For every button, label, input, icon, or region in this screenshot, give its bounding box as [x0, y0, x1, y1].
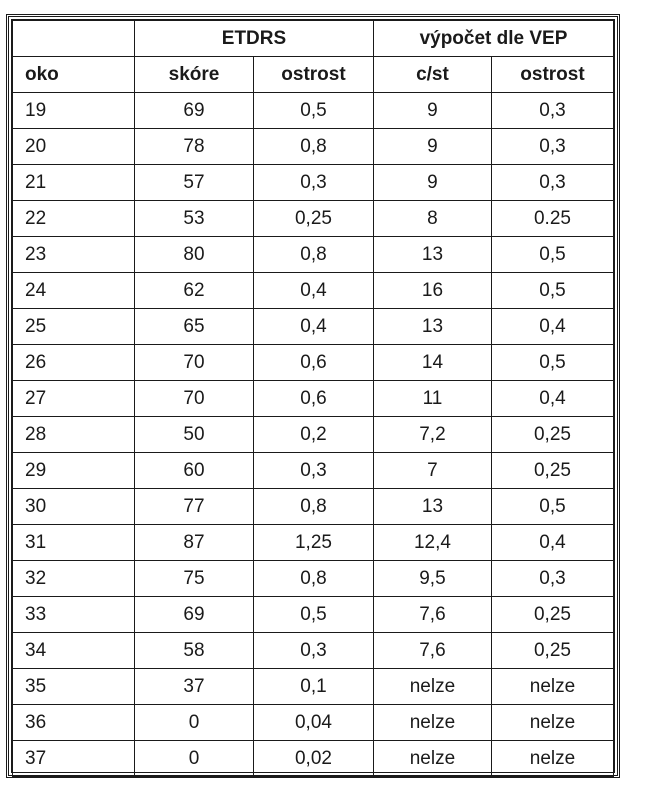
cell-eye: 25 — [13, 309, 135, 345]
cell-etdrs-acuity: 0,3 — [253, 453, 373, 489]
cell-etdrs-acuity: 0,6 — [253, 381, 373, 417]
cell-score: 77 — [135, 489, 254, 525]
table-row — [13, 417, 614, 453]
table-row — [13, 489, 614, 525]
cell-score: 80 — [135, 237, 254, 273]
column-header-row — [13, 57, 614, 93]
cell-vep-acuity: 0,4 — [491, 381, 613, 417]
cell-eye: 19 — [13, 93, 135, 129]
cell-cycles-per-degree: 14 — [373, 345, 491, 381]
cell-cycles-per-degree: 9,5 — [373, 561, 491, 597]
cell-etdrs-acuity: 0,3 — [253, 165, 373, 201]
cell-eye: 26 — [13, 345, 135, 381]
cell-score: 37 — [135, 669, 254, 705]
table-row — [13, 129, 614, 165]
cell-vep-acuity: 0,5 — [491, 345, 613, 381]
cell-cycles-per-degree: 13 — [373, 237, 491, 273]
cell-cycles-per-degree: 7,6 — [373, 633, 491, 669]
table-row — [13, 273, 614, 309]
table-row — [13, 93, 614, 129]
cell-cycles-per-degree: nelze — [373, 741, 491, 777]
cell-vep-acuity: nelze — [491, 669, 613, 705]
cell-etdrs-acuity: 0,4 — [253, 309, 373, 345]
column-header-score: skóre — [135, 57, 254, 93]
cell-score: 53 — [135, 201, 254, 237]
table-row — [13, 237, 614, 273]
cell-etdrs-acuity: 0,5 — [253, 93, 373, 129]
cell-score: 57 — [135, 165, 254, 201]
cell-cycles-per-degree: 12,4 — [373, 525, 491, 561]
cell-cycles-per-degree: 13 — [373, 309, 491, 345]
cell-vep-acuity: 0,25 — [491, 453, 613, 489]
cell-vep-acuity: 0,3 — [491, 165, 613, 201]
table-row — [13, 345, 614, 381]
table-frame-inner — [11, 19, 615, 773]
cell-eye: 20 — [13, 129, 135, 165]
cell-vep-acuity: 0,5 — [491, 489, 613, 525]
cell-score: 50 — [135, 417, 254, 453]
cell-vep-acuity: 0.25 — [491, 201, 613, 237]
cell-eye: 36 — [13, 705, 135, 741]
cell-score: 70 — [135, 381, 254, 417]
group-header-row — [13, 21, 614, 57]
table-row — [13, 561, 614, 597]
table-row — [13, 309, 614, 345]
cell-etdrs-acuity: 0,04 — [253, 705, 373, 741]
table-row — [13, 741, 614, 777]
table-row — [13, 165, 614, 201]
column-header-eye: oko — [13, 57, 135, 93]
cell-eye: 31 — [13, 525, 135, 561]
cell-score: 60 — [135, 453, 254, 489]
cell-eye: 33 — [13, 597, 135, 633]
cell-etdrs-acuity: 0,5 — [253, 597, 373, 633]
cell-etdrs-acuity: 0,6 — [253, 345, 373, 381]
cell-vep-acuity: 0,25 — [491, 633, 613, 669]
column-header-vep-acuity: ostrost — [491, 57, 613, 93]
cell-cycles-per-degree: 9 — [373, 129, 491, 165]
table-row — [13, 525, 614, 561]
cell-eye: 29 — [13, 453, 135, 489]
cell-eye: 32 — [13, 561, 135, 597]
cell-cycles-per-degree: nelze — [373, 705, 491, 741]
group-header-vep: výpočet dle VEP — [373, 21, 613, 57]
cell-eye: 34 — [13, 633, 135, 669]
cell-etdrs-acuity: 0,8 — [253, 237, 373, 273]
cell-score: 69 — [135, 93, 254, 129]
cell-eye: 24 — [13, 273, 135, 309]
cell-eye: 21 — [13, 165, 135, 201]
cell-eye: 22 — [13, 201, 135, 237]
column-header-cycles-per-degree: c/st — [373, 57, 491, 93]
cell-score: 69 — [135, 597, 254, 633]
cell-cycles-per-degree: 9 — [373, 165, 491, 201]
cell-score: 62 — [135, 273, 254, 309]
cell-etdrs-acuity: 1,25 — [253, 525, 373, 561]
cell-vep-acuity: 0,3 — [491, 561, 613, 597]
cell-vep-acuity: 0,4 — [491, 525, 613, 561]
group-header-blank — [13, 21, 135, 57]
table-row — [13, 201, 614, 237]
table-row — [13, 705, 614, 741]
cell-score: 58 — [135, 633, 254, 669]
cell-cycles-per-degree: 9 — [373, 93, 491, 129]
cell-score: 65 — [135, 309, 254, 345]
table-body — [13, 93, 614, 777]
cell-eye: 30 — [13, 489, 135, 525]
cell-vep-acuity: 0,3 — [491, 129, 613, 165]
cell-etdrs-acuity: 0,8 — [253, 561, 373, 597]
column-header-etdrs-acuity: ostrost — [253, 57, 373, 93]
cell-score: 0 — [135, 741, 254, 777]
cell-etdrs-acuity: 0,02 — [253, 741, 373, 777]
cell-score: 78 — [135, 129, 254, 165]
table-row — [13, 381, 614, 417]
cell-etdrs-acuity: 0,3 — [253, 633, 373, 669]
cell-vep-acuity: 0,5 — [491, 273, 613, 309]
cell-etdrs-acuity: 0,4 — [253, 273, 373, 309]
cell-cycles-per-degree: 11 — [373, 381, 491, 417]
table-frame — [6, 14, 620, 778]
table-row — [13, 633, 614, 669]
cell-cycles-per-degree: 16 — [373, 273, 491, 309]
cell-etdrs-acuity: 0,25 — [253, 201, 373, 237]
cell-cycles-per-degree: 13 — [373, 489, 491, 525]
table-row — [13, 453, 614, 489]
cell-score: 87 — [135, 525, 254, 561]
cell-cycles-per-degree: nelze — [373, 669, 491, 705]
cell-score: 0 — [135, 705, 254, 741]
cell-eye: 28 — [13, 417, 135, 453]
table-row — [13, 669, 614, 705]
cell-cycles-per-degree: 7,2 — [373, 417, 491, 453]
cell-score: 75 — [135, 561, 254, 597]
cell-eye: 27 — [13, 381, 135, 417]
group-header-etdrs: ETDRS — [135, 21, 374, 57]
table-header — [13, 21, 614, 93]
cell-cycles-per-degree: 7 — [373, 453, 491, 489]
cell-vep-acuity: nelze — [491, 741, 613, 777]
cell-etdrs-acuity: 0,1 — [253, 669, 373, 705]
cell-vep-acuity: 0,25 — [491, 417, 613, 453]
cell-etdrs-acuity: 0,8 — [253, 489, 373, 525]
cell-eye: 35 — [13, 669, 135, 705]
cell-vep-acuity: 0,4 — [491, 309, 613, 345]
cell-vep-acuity: 0,3 — [491, 93, 613, 129]
cell-etdrs-acuity: 0,2 — [253, 417, 373, 453]
cell-eye: 37 — [13, 741, 135, 777]
cell-vep-acuity: 0,5 — [491, 237, 613, 273]
cell-etdrs-acuity: 0,8 — [253, 129, 373, 165]
results-table — [12, 20, 614, 777]
cell-vep-acuity: nelze — [491, 705, 613, 741]
cell-cycles-per-degree: 7,6 — [373, 597, 491, 633]
table-row — [13, 597, 614, 633]
cell-score: 70 — [135, 345, 254, 381]
cell-vep-acuity: 0,25 — [491, 597, 613, 633]
cell-cycles-per-degree: 8 — [373, 201, 491, 237]
cell-eye: 23 — [13, 237, 135, 273]
